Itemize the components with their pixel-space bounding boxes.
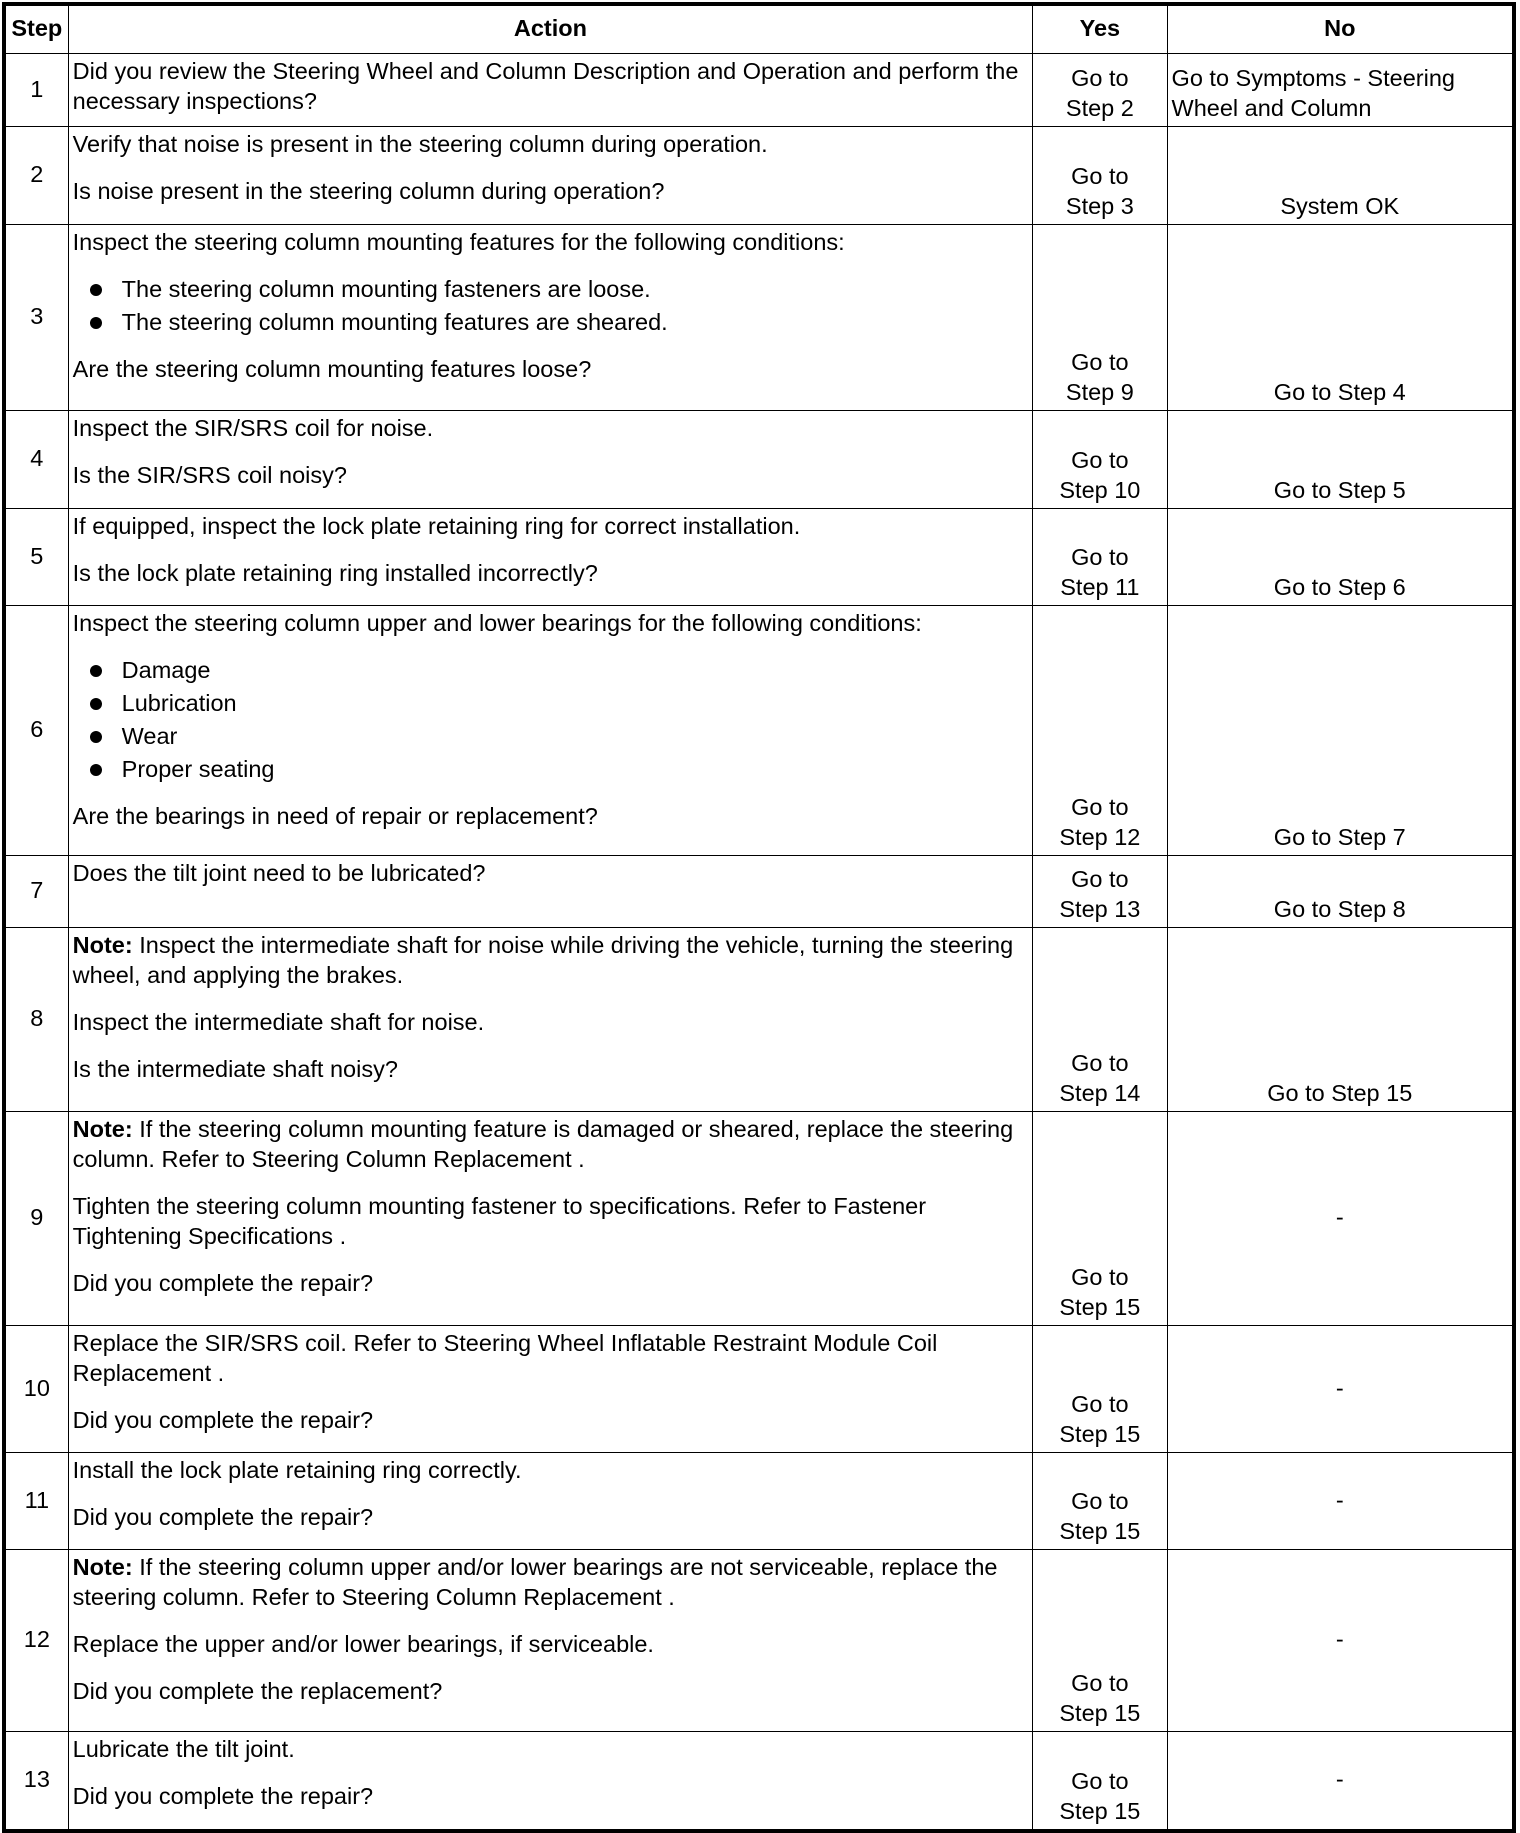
note-label: Note:: [72, 1116, 133, 1142]
action-text: Install the lock plate retaining ring correctly.: [72, 1457, 522, 1483]
yes-result: Go to Step 15: [1033, 1112, 1167, 1326]
action-paragraph: [73, 1455, 1029, 1485]
action-text: Inspect the SIR/SRS coil for noise.: [72, 415, 434, 441]
step-number: 12: [4, 1550, 68, 1732]
no-result: Go to Step 4: [1167, 225, 1514, 411]
table-row: [4, 1112, 1514, 1326]
table-row: [4, 411, 1514, 509]
action-cell: [68, 127, 1033, 225]
action-paragraph: [73, 1405, 1029, 1435]
step-number: 1: [4, 54, 68, 127]
step-number: 4: [4, 411, 68, 509]
action-text: Are the steering column mounting features loose?: [72, 356, 592, 382]
action-cell: [68, 509, 1033, 606]
action-text: Did you review the Steering Wheel and Column Description and Operation and perform the necessary inspections?: [72, 58, 1019, 114]
action-text: Did you complete the repair?: [72, 1504, 374, 1530]
action-cell: [68, 1326, 1033, 1453]
condition-item: The steering column mounting features are sheared.: [73, 307, 1029, 337]
action-paragraph: [73, 1676, 1029, 1706]
action-cell: [68, 411, 1033, 509]
no-result: Go to Step 6: [1167, 509, 1514, 606]
table-row: [4, 856, 1514, 928]
table-row: [4, 509, 1514, 606]
condition-item: Damage: [73, 655, 1029, 685]
yes-result: Go to Step 3: [1033, 127, 1167, 225]
yes-result: Go to Step 10: [1033, 411, 1167, 509]
step-number: 6: [4, 606, 68, 856]
no-result: System OK: [1167, 127, 1514, 225]
yes-result: Go to Step 2: [1033, 54, 1167, 127]
yes-result: Go to Step 15: [1033, 1550, 1167, 1732]
action-text: Lubricate the tilt joint.: [72, 1736, 295, 1762]
action-cell: [68, 1453, 1033, 1550]
action-cell: [68, 856, 1033, 928]
action-paragraph: [73, 858, 1029, 888]
action-text: Replace the upper and/or lower bearings, if serviceable.: [72, 1631, 654, 1657]
step-number: 2: [4, 127, 68, 225]
table-row: [4, 225, 1514, 411]
yes-result: Go to Step 13: [1033, 856, 1167, 928]
action-paragraph: [73, 511, 1029, 541]
header-step: Step: [4, 4, 68, 54]
action-paragraph: [73, 608, 1029, 638]
no-result: Go to Step 15: [1167, 928, 1514, 1112]
action-paragraph: [73, 1629, 1029, 1659]
action-text: Is noise present in the steering column during operation?: [72, 178, 665, 204]
note-paragraph: [73, 1552, 1029, 1612]
action-paragraph: [73, 354, 1029, 384]
step-number: 5: [4, 509, 68, 606]
table-row: [4, 1550, 1514, 1732]
header-no: No: [1167, 4, 1514, 54]
condition-item: The steering column mounting fasteners are loose.: [73, 274, 1029, 304]
action-text: Inspect the intermediate shaft for noise.: [72, 1009, 485, 1035]
action-text: Are the bearings in need of repair or replacement?: [72, 803, 598, 829]
note-paragraph: [73, 930, 1029, 990]
action-text: Does the tilt joint need to be lubricated?: [72, 860, 486, 886]
action-cell: [68, 225, 1033, 411]
action-text: Did you complete the repair?: [72, 1270, 374, 1296]
condition-list: [73, 655, 1029, 784]
note-paragraph: [73, 1114, 1029, 1174]
table-body: [4, 54, 1514, 1831]
table-row: [4, 928, 1514, 1112]
table-row: [4, 1326, 1514, 1453]
condition-list: [73, 274, 1029, 337]
action-paragraph: [73, 1502, 1029, 1532]
action-text: Inspect the steering column mounting features for the following conditions:: [72, 229, 845, 255]
action-text: Did you complete the repair?: [72, 1407, 374, 1433]
action-cell: [68, 1732, 1033, 1831]
note-label: Note:: [72, 932, 133, 958]
no-result: Go to Step 8: [1167, 856, 1514, 928]
action-paragraph: [73, 1734, 1029, 1764]
action-paragraph: [73, 1781, 1029, 1811]
action-paragraph: [73, 1007, 1029, 1037]
table-row: [4, 606, 1514, 856]
action-text: Inspect the intermediate shaft for noise while driving the vehicle, turning the steering wheel, and applying the brakes.: [72, 932, 1014, 988]
header-yes: Yes: [1033, 4, 1167, 54]
action-paragraph: [73, 801, 1029, 831]
action-cell: [68, 606, 1033, 856]
action-text: Replace the SIR/SRS coil. Refer to Steering Wheel Inflatable Restraint Module Coil Replacement .: [72, 1330, 938, 1386]
step-number: 13: [4, 1732, 68, 1831]
step-number: 10: [4, 1326, 68, 1453]
action-text: Did you complete the replacement?: [72, 1678, 443, 1704]
step-number: 7: [4, 856, 68, 928]
condition-item: Wear: [73, 721, 1029, 751]
no-result: Go to Step 7: [1167, 606, 1514, 856]
yes-result: Go to Step 9: [1033, 225, 1167, 411]
action-text: If the steering column upper and/or lower bearings are not serviceable, replace the steering column. Refer to Steering Column Replacement .: [72, 1554, 998, 1610]
no-result: -: [1167, 1326, 1514, 1453]
yes-result: Go to Step 15: [1033, 1732, 1167, 1831]
action-text: If the steering column mounting feature is damaged or sheared, replace the steering column. Refer to Steering Column Replacement .: [72, 1116, 1014, 1172]
yes-result: Go to Step 15: [1033, 1453, 1167, 1550]
table-row: [4, 127, 1514, 225]
note-label: Note:: [72, 1554, 133, 1580]
action-paragraph: [73, 1268, 1029, 1298]
header-row: [4, 4, 1514, 54]
action-paragraph: [73, 1191, 1029, 1251]
step-number: 3: [4, 225, 68, 411]
action-text: Verify that noise is present in the steering column during operation.: [72, 131, 768, 157]
header-action: Action: [68, 4, 1033, 54]
diagnostic-table: [2, 2, 1516, 1833]
action-cell: [68, 1112, 1033, 1326]
action-cell: [68, 54, 1033, 127]
condition-item: Proper seating: [73, 754, 1029, 784]
step-number: 9: [4, 1112, 68, 1326]
condition-item: Lubrication: [73, 688, 1029, 718]
action-paragraph: [73, 558, 1029, 588]
action-text: If equipped, inspect the lock plate retaining ring for correct installation.: [72, 513, 801, 539]
table-row: [4, 1732, 1514, 1831]
action-paragraph: [73, 176, 1029, 206]
step-number: 11: [4, 1453, 68, 1550]
action-paragraph: [73, 1054, 1029, 1084]
table-row: [4, 1453, 1514, 1550]
action-text: Is the lock plate retaining ring installed incorrectly?: [72, 560, 598, 586]
yes-result: Go to Step 14: [1033, 928, 1167, 1112]
no-result: -: [1167, 1550, 1514, 1732]
yes-result: Go to Step 11: [1033, 509, 1167, 606]
table-row: [4, 54, 1514, 127]
action-paragraph: [73, 129, 1029, 159]
no-result: Go to Step 5: [1167, 411, 1514, 509]
action-text: Inspect the steering column upper and lower bearings for the following conditions:: [72, 610, 922, 636]
action-text: Is the SIR/SRS coil noisy?: [72, 462, 347, 488]
action-text: Is the intermediate shaft noisy?: [72, 1056, 398, 1082]
action-text: Did you complete the repair?: [72, 1783, 374, 1809]
action-paragraph: [73, 413, 1029, 443]
no-result: -: [1167, 1732, 1514, 1831]
action-paragraph: [73, 227, 1029, 257]
action-cell: [68, 928, 1033, 1112]
action-paragraph: [73, 56, 1029, 116]
no-result: Go to Symptoms - Steering Wheel and Column: [1167, 54, 1514, 127]
action-paragraph: [73, 460, 1029, 490]
no-result: -: [1167, 1453, 1514, 1550]
action-paragraph: [73, 1328, 1029, 1388]
action-cell: [68, 1550, 1033, 1732]
yes-result: Go to Step 12: [1033, 606, 1167, 856]
action-text: Tighten the steering column mounting fastener to specifications. Refer to Fastener Tightening Specifications .: [72, 1193, 927, 1249]
step-number: 8: [4, 928, 68, 1112]
yes-result: Go to Step 15: [1033, 1326, 1167, 1453]
no-result: -: [1167, 1112, 1514, 1326]
